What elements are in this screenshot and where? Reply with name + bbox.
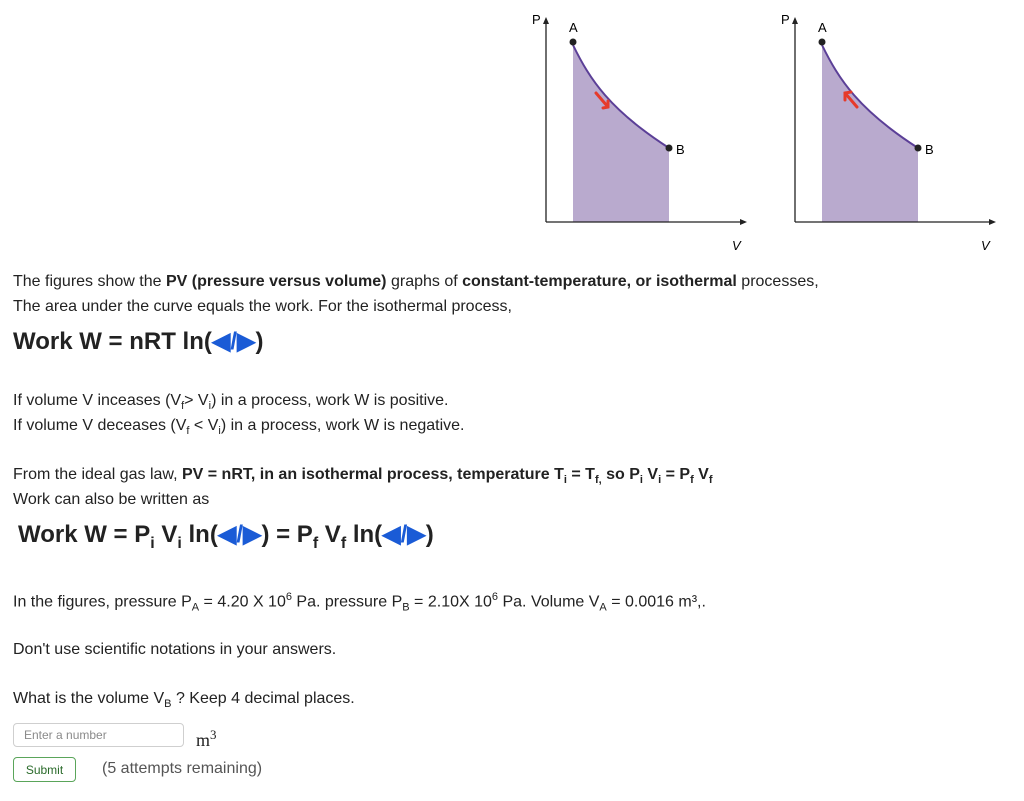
- right-arrow-icon[interactable]: ▶: [407, 521, 426, 548]
- condition-line-1: If volume V inceases $(V_f> V_i)$ in a process, work W is positive.: [13, 392, 449, 413]
- point-b-label: B: [676, 142, 685, 157]
- axis-arrow-icon: [740, 219, 747, 225]
- ideal-gas-line: From the ideal gas law, PV = nRT, in an isothermal process, temperature $T_i = T_{f,}$ so $P_i$ $V_i = P_f$ $V_f$: [13, 466, 713, 487]
- point-b: [666, 145, 673, 152]
- point-a-label: A: [569, 20, 578, 35]
- intro-line-2: The area under the curve equals the work. For the isothermal process,: [13, 298, 512, 315]
- work-formula-1: Work W = nRT ln(◀/▶): [13, 328, 264, 355]
- v-axis-label: V: [981, 238, 990, 253]
- left-arrow-icon[interactable]: ◀: [382, 521, 401, 548]
- right-arrow-icon[interactable]: ▶: [242, 521, 262, 548]
- axis-arrow-icon: [792, 17, 798, 24]
- axis-arrow-icon: [543, 17, 549, 24]
- work-alt-line: Work can also be written as: [13, 491, 210, 508]
- question-text: What is the volume $V_B$ ? Keep 4 decimal places.: [13, 690, 355, 711]
- notation-note: Don't use scientific notations in your answers.: [13, 641, 337, 658]
- point-b: [915, 145, 922, 152]
- p-axis-label: P: [781, 12, 790, 27]
- axis-arrow-icon: [989, 219, 996, 225]
- point-b-label: B: [925, 142, 934, 157]
- intro-line-1: The figures show the PV (pressure versus volume) graphs of constant-temperature, or isothermal processes,: [13, 273, 819, 290]
- pv-graph-1: [530, 10, 755, 260]
- work-formula-2: Work $W = P_i$ $V_i$ ln(◀/▶) = $P_f$ $V_f$ ln(◀/▶): [18, 521, 434, 552]
- attempts-remaining: (5 attempts remaining): [102, 760, 263, 777]
- condition-line-2: If volume V deceases $(V_f < V_i)$ in a process, work W is negative.: [13, 417, 465, 438]
- left-arrow-icon[interactable]: ◀: [211, 328, 231, 355]
- pv-graph-2: [779, 10, 1004, 260]
- given-values-line: In the figures, pressure $P_A = 4.20$ X $10^6$ Pa. pressure $P_B = 2.10X$ $10^6$ Pa. Volume $V_A = 0.0016$ m³,.: [13, 591, 706, 614]
- left-arrow-icon[interactable]: ◀: [217, 521, 237, 548]
- p-axis-label: P: [532, 12, 541, 27]
- unit-label: $m^3$: [196, 727, 217, 750]
- point-a: [570, 39, 577, 46]
- v-axis-label: V: [732, 238, 741, 253]
- right-arrow-icon[interactable]: ▶: [237, 328, 256, 355]
- answer-input[interactable]: [13, 723, 184, 747]
- submit-button[interactable]: Submit: [13, 757, 76, 782]
- point-a-label: A: [818, 20, 827, 35]
- point-a: [819, 39, 826, 46]
